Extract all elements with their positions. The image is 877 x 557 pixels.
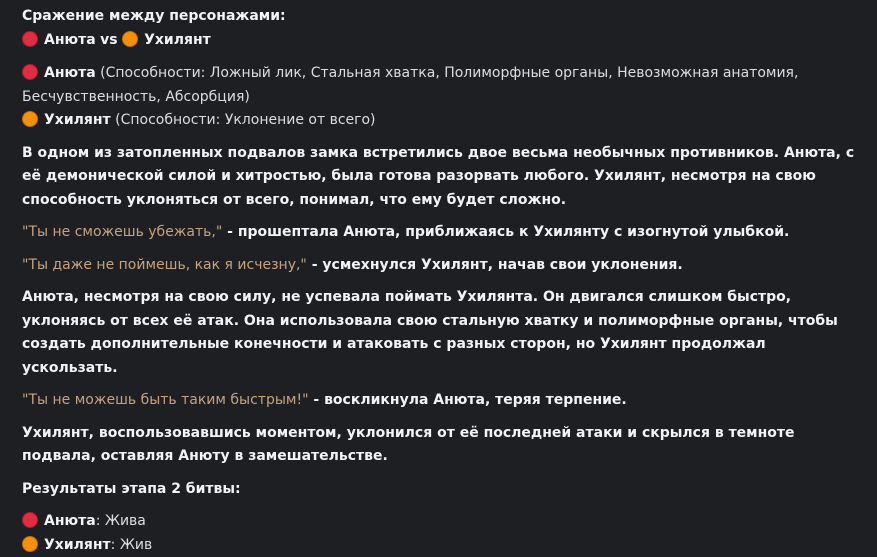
result-sep: : bbox=[111, 537, 120, 553]
story-text: Ухилянт, воспользовавшись моментом, уклонился от её последней атаки и скрылся в темноте подвала, оставляя Анюту в замешательстве. bbox=[22, 425, 795, 465]
fighter-abilities: (Способности: Уклонение от всего) bbox=[115, 112, 375, 128]
orange-circle-icon bbox=[122, 31, 138, 47]
fighter-name: Ухилянт bbox=[44, 112, 111, 128]
battle-header bbox=[22, 5, 861, 29]
red-circle-icon bbox=[22, 31, 38, 47]
versus-label: vs bbox=[100, 32, 117, 48]
story-paragraph bbox=[22, 422, 861, 469]
quote-text: "Ты даже не поймешь, как я исчезну," bbox=[22, 257, 307, 273]
quote-text: "Ты не сможешь убежать," bbox=[22, 224, 222, 240]
red-circle-icon bbox=[22, 64, 38, 80]
fighter-anyuta bbox=[22, 62, 861, 109]
results-title bbox=[22, 478, 861, 502]
result-item bbox=[22, 534, 861, 557]
fighter-abilities: (Способности: Ложный лик, Стальная хватка, Полиморфные органы, Невозможная анатомия, Бесчувственность, Абсорбция) bbox=[22, 65, 798, 105]
fighter-left-name: Анюта bbox=[44, 32, 96, 48]
result-status: Жив bbox=[120, 537, 152, 553]
result-name: Анюта bbox=[44, 513, 96, 529]
quote-line bbox=[22, 389, 861, 413]
quote-tail: - усмехнулся Ухилянт, начав свои уклонения. bbox=[307, 257, 683, 273]
story-paragraph bbox=[22, 142, 861, 213]
story-paragraph bbox=[22, 286, 861, 380]
result-status: Жива bbox=[105, 513, 146, 529]
result-sep: : bbox=[96, 513, 105, 529]
battle-header-text: Сражение между персонажами: bbox=[22, 8, 286, 24]
quote-line bbox=[22, 254, 861, 278]
fighter-right-name: Ухилянт bbox=[144, 32, 211, 48]
fighter-ukhilyant bbox=[22, 109, 861, 133]
result-item bbox=[22, 510, 861, 534]
story-text: В одном из затопленных подвалов замка встретились двое весьма необычных противников. Анюта, с её демонической силой и хитростью, была готова разорвать любого. Ухилянт, несмотря на свою способность уклоняться от всего, понимал, что ему будет сложно. bbox=[22, 145, 854, 208]
orange-circle-icon bbox=[22, 536, 38, 552]
results-title-text: Результаты этапа 2 битвы: bbox=[22, 481, 241, 497]
orange-circle-icon bbox=[22, 111, 38, 127]
quote-text: "Ты не можешь быть таким быстрым!" bbox=[22, 392, 309, 408]
quote-tail: - прошептала Анюта, приближаясь к Ухилянту с изогнутой улыбкой. bbox=[222, 224, 789, 240]
story-text: Анюта, несмотря на свою силу, не успевала поймать Ухилянта. Он двигался слишком быстро, уклоняясь от всех её атак. Она использовала свою стальную хватку и полиморфные органы, чтобы создать дополнительные конечности и атаковать с разных сторон, но Ухилянт продолжал ускользать. bbox=[22, 289, 838, 376]
red-circle-icon bbox=[22, 512, 38, 528]
quote-line bbox=[22, 221, 861, 245]
versus-line bbox=[22, 29, 861, 53]
result-name: Ухилянт bbox=[44, 537, 111, 553]
fighter-name: Анюта bbox=[44, 65, 96, 81]
quote-tail: - воскликнула Анюта, теряя терпение. bbox=[309, 392, 627, 408]
